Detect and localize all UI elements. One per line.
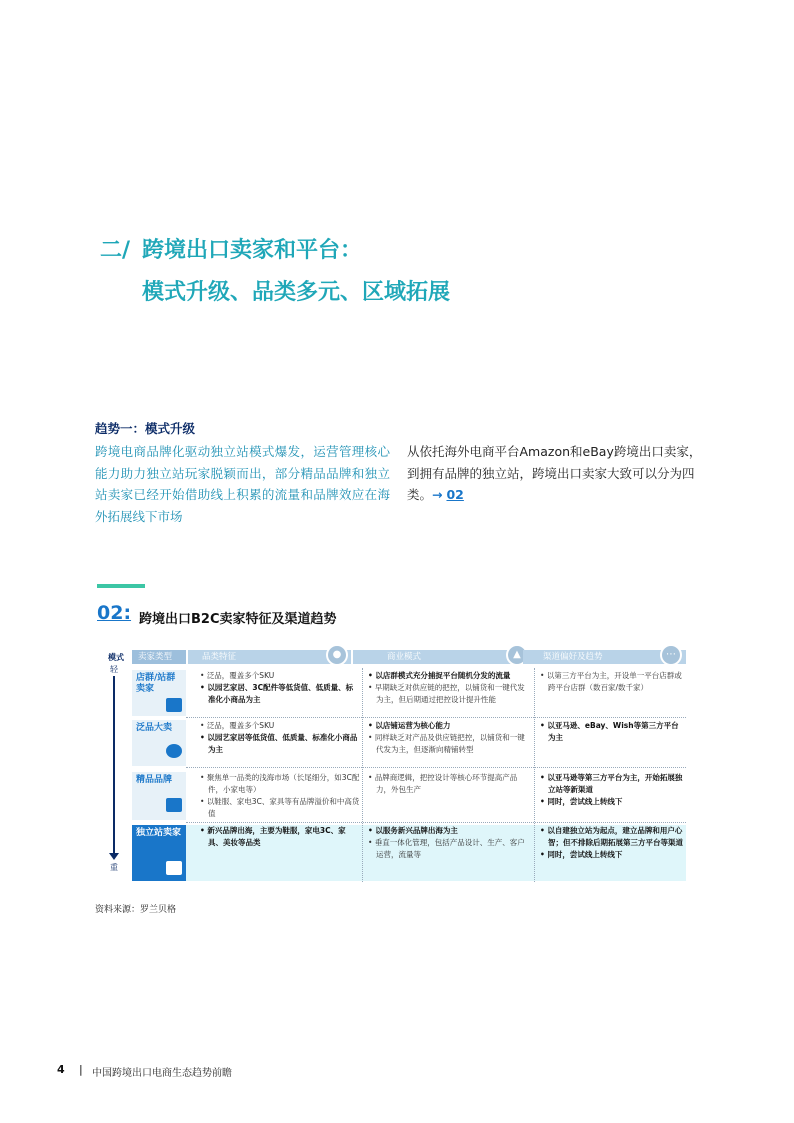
axis-mode-label: 模式 bbox=[108, 653, 124, 662]
people-icon: ▲ bbox=[506, 644, 528, 666]
list-item: • 以鞋服、家电3C、家具等有品牌溢价和中高货值 bbox=[200, 797, 360, 818]
category-item: 以园艺家居、3C配件等低货值、低质量、标准化小商品为主 bbox=[207, 683, 354, 704]
channel-item: 以自建独立站为起点，建立品牌和用户心智；但不排除后期拓展第三方平台等渠道 bbox=[547, 826, 683, 847]
business-item: 同样缺乏对产品及供应链把控，以铺货和一键代发为主，但逐渐向精铺转型 bbox=[374, 733, 525, 754]
list-item: • 泛品，覆盖多个SKU bbox=[200, 721, 275, 730]
channel-item: 以第三方平台为主，开设单一平台店群或跨平台店群（数百家/数千家） bbox=[546, 671, 682, 692]
page-number: 4 bbox=[57, 1063, 65, 1076]
business-cell bbox=[368, 772, 528, 796]
figure-ref-link[interactable]: 02 bbox=[446, 487, 464, 502]
source-note: 资料来源：罗兰贝格 bbox=[95, 905, 177, 915]
table-row bbox=[132, 772, 686, 820]
trend-title: 趋势一：模式升级 bbox=[95, 421, 196, 436]
list-item: • 同时，尝试线上转线下 bbox=[540, 850, 623, 859]
channel-cell bbox=[540, 772, 686, 808]
right-paragraph-text: 从依托海外电商平台Amazon和eBay跨境出口卖家，到拥有品牌的独立站，跨境出口卖家大致可以分为四类。 bbox=[407, 444, 702, 502]
category-item: 新兴品牌出海，主要为鞋服，家电3C、家具、美妆等品类 bbox=[207, 826, 346, 847]
category-cell bbox=[200, 772, 360, 820]
row-divider bbox=[186, 767, 686, 769]
header-channel-label: 渠道偏好及趋势 bbox=[543, 652, 603, 662]
seller-type-label: 店群/站群卖家 bbox=[136, 673, 176, 694]
megaphone-icon bbox=[166, 798, 182, 812]
list-item: • 以店群模式充分捕捉平台随机分发的流量 bbox=[368, 671, 511, 680]
channel-item: 同时，尝试线上转线下 bbox=[547, 850, 623, 859]
seller-type-cell bbox=[132, 772, 186, 820]
list-item: • 垂直一体化管理，包括产品设计、生产、客户运营，流量等 bbox=[368, 838, 525, 859]
business-item: 以店铺运营为核心能力 bbox=[375, 721, 451, 730]
row-divider bbox=[186, 717, 686, 719]
business-item: 以店群模式充分捕捉平台随机分发的流量 bbox=[375, 671, 511, 680]
list-item: • 以自建独立站为起点，建立品牌和用户心智；但不排除后期拓展第三方平台等渠道 bbox=[540, 826, 683, 847]
axis-line bbox=[113, 676, 115, 856]
seller-type-cell bbox=[132, 720, 186, 766]
list-item: • 新兴品牌出海，主要为鞋服，家电3C、家具、美妆等品类 bbox=[200, 826, 346, 847]
category-item: 聚焦单一品类的浅海市场（长尾细分，如3C配件，小家电等） bbox=[206, 773, 360, 794]
channel-cell bbox=[540, 670, 686, 694]
seller-type-label: 精品品牌 bbox=[136, 775, 173, 785]
network-icon: ⋯ bbox=[660, 644, 682, 666]
table-row-highlighted bbox=[132, 825, 686, 881]
category-item: 以鞋服、家电3C、家具等有品牌溢价和中高货值 bbox=[206, 797, 360, 818]
list-item: • 以亚马逊等第三方平台为主，开始拓展独立站等新渠道 bbox=[540, 773, 683, 794]
category-cell bbox=[200, 670, 360, 706]
seller-type-label: 泛品大卖 bbox=[136, 723, 173, 733]
business-cell bbox=[368, 720, 528, 756]
seller-type-label: 独立站卖家 bbox=[136, 828, 182, 838]
header-type bbox=[132, 650, 186, 664]
arrow-right-icon: → bbox=[432, 487, 443, 502]
footer-title: 中国跨境出口电商生态趋势前瞻 bbox=[92, 1068, 232, 1079]
website-icon bbox=[166, 861, 182, 875]
seller-type-cell bbox=[132, 825, 186, 881]
category-item: 泛品，覆盖多个SKU bbox=[206, 671, 275, 680]
trend-left-paragraph: 跨境电商品牌化驱动独立站模式爆发，运营管理核心能力助力独立站玩家脱颖而出，部分精品品牌和独立站卖家已经开始借助线上积累的流量和品牌效应在海外拓展线下市场 bbox=[95, 444, 390, 524]
channel-item: 同时，尝试线上转线下 bbox=[547, 797, 623, 806]
list-item: • 同样缺乏对产品及供应链把控，以铺货和一键代发为主，但逐渐向精铺转型 bbox=[368, 733, 525, 754]
business-cell bbox=[368, 670, 528, 706]
section-number: 二/ bbox=[100, 238, 131, 263]
table-row bbox=[132, 670, 686, 716]
list-item: • 以园艺家居等低货值、低质量、标准化小商品为主 bbox=[200, 733, 358, 754]
seller-type-cell bbox=[132, 670, 186, 716]
accent-divider bbox=[97, 584, 145, 588]
list-item: • 以园艺家居、3C配件等低货值、低质量、标准化小商品为主 bbox=[200, 683, 354, 704]
channel-item: 以亚马逊等第三方平台为主，开始拓展独立站等新渠道 bbox=[547, 773, 683, 794]
table-row bbox=[132, 720, 686, 766]
section-heading bbox=[100, 233, 451, 305]
store-icon bbox=[166, 698, 182, 712]
list-item: • 品牌商逻辑，把控设计等核心环节提高产品力，外包生产 bbox=[368, 773, 518, 794]
list-item: • 以店铺运营为核心能力 bbox=[368, 721, 451, 730]
category-item: 以园艺家居等低货值、低质量、标准化小商品为主 bbox=[207, 733, 358, 754]
header-business bbox=[353, 650, 521, 664]
channel-item: 以亚马逊、eBay、Wish等第三方平台为主 bbox=[547, 721, 679, 742]
business-item: 以服务新兴品牌出海为主 bbox=[375, 826, 458, 835]
list-item: • 以亚马逊、eBay、Wish等第三方平台为主 bbox=[540, 721, 679, 742]
footer-separator: | bbox=[79, 1063, 83, 1076]
column-divider bbox=[534, 668, 536, 882]
list-item: • 聚焦单一品类的浅海市场（长尾细分，如3C配件，小家电等） bbox=[200, 773, 360, 794]
figure-number: 02: bbox=[97, 602, 132, 624]
category-item: 泛品，覆盖多个SKU bbox=[206, 721, 275, 730]
list-item: • 以第三方平台为主，开设单一平台店群或跨平台店群（数百家/数千家） bbox=[540, 671, 682, 692]
category-cell bbox=[200, 825, 360, 849]
list-item: • 早期缺乏对供应链的把控，以铺货和一键代发为主，但后期通过把控设计提升性能 bbox=[368, 683, 525, 704]
cart-icon bbox=[166, 744, 182, 758]
column-divider bbox=[362, 668, 364, 882]
circles-icon: ● bbox=[326, 644, 348, 666]
section-title-line2: 模式升级、品类多元、区域拓展 bbox=[142, 280, 451, 305]
business-cell bbox=[368, 825, 528, 861]
channel-cell bbox=[540, 825, 686, 861]
figure-title: 跨境出口B2C卖家特征及渠道趋势 bbox=[139, 612, 337, 627]
axis-light-label: 轻 bbox=[110, 665, 118, 674]
category-cell bbox=[200, 720, 360, 756]
header-business-label: 商业模式 bbox=[387, 652, 422, 662]
header-type-label: 卖家类型 bbox=[138, 652, 173, 662]
business-item: 早期缺乏对供应链的把控，以铺货和一键代发为主，但后期通过把控设计提升性能 bbox=[374, 683, 525, 704]
axis-arrow-down-icon bbox=[109, 853, 119, 860]
section-title-line1: 跨境出口卖家和平台： bbox=[142, 238, 363, 263]
business-item: 垂直一体化管理，包括产品设计、生产、客户运营，流量等 bbox=[374, 838, 525, 859]
business-item: 品牌商逻辑，把控设计等核心环节提高产品力，外包生产 bbox=[374, 773, 518, 794]
list-item: • 以服务新兴品牌出海为主 bbox=[368, 826, 458, 835]
row-divider bbox=[186, 822, 686, 824]
list-item: • 同时，尝试线上转线下 bbox=[540, 797, 623, 806]
trend-right-paragraph bbox=[407, 441, 705, 506]
channel-cell bbox=[540, 720, 686, 744]
axis-heavy-label: 重 bbox=[110, 863, 118, 872]
list-item: • 泛品，覆盖多个SKU bbox=[200, 671, 275, 680]
header-category-label: 品类特征 bbox=[202, 652, 237, 662]
